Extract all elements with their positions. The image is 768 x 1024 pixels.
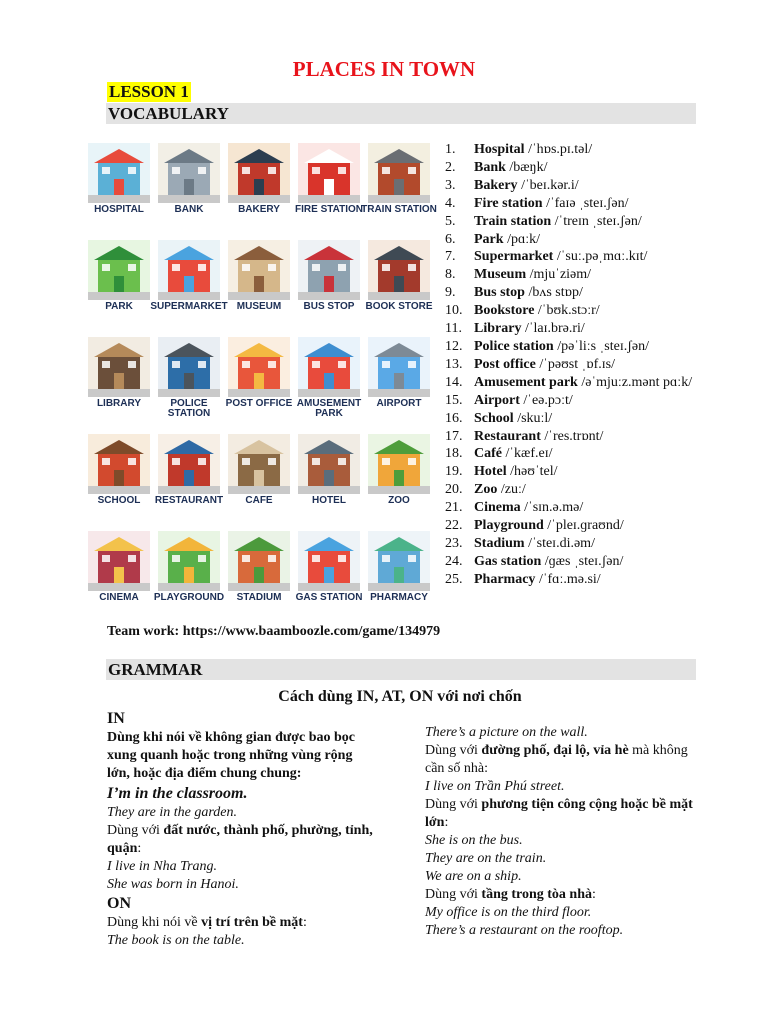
vocab-ipa: /ɡæs ˌsteɪ.ʃən/ (544, 553, 624, 569)
vocab-item (445, 320, 695, 338)
vocab-number: 11. (445, 321, 462, 337)
vocab-word: Post office (474, 356, 536, 372)
vocab-item (445, 428, 695, 446)
vocab-ipa: /ˈfɑː.mə.si/ (538, 571, 601, 587)
place-card-library (84, 337, 154, 429)
on-example: We are on a ship. (425, 869, 522, 884)
vocab-word: Bank (474, 159, 506, 175)
place-caption: PLAYGROUND (153, 592, 225, 603)
vocab-item (445, 177, 695, 195)
vocab-number: 22. (445, 518, 463, 534)
vocab-word: Park (474, 231, 504, 247)
vocab-number: 5. (445, 213, 456, 229)
place-caption: BAKERY (238, 204, 280, 215)
vocab-ipa: /ˈsteɪ.di.əm/ (528, 535, 595, 551)
vocab-item (445, 410, 695, 428)
park-illustration (88, 240, 150, 300)
place-card-museum (224, 240, 294, 332)
vocab-ipa: /zuː/ (500, 482, 526, 498)
place-card-stadium (224, 531, 294, 623)
vocab-ipa: /ˈtreɪn ˌsteɪ.ʃən/ (554, 213, 642, 229)
in-example: She was born in Hanoi. (107, 877, 239, 892)
place-card-gas-station (294, 531, 364, 623)
vocab-ipa: /mjuˈziəm/ (529, 267, 592, 283)
on-rule: Dùng khi nói về vị trí trên bề mặt: (107, 915, 307, 930)
in-heading: IN (107, 710, 125, 727)
in-rule-2: Dùng với đất nước, thành phố, phường, tỉnh, quận: (107, 823, 373, 856)
vocab-number: 24. (445, 553, 463, 569)
place-card-hotel (294, 434, 364, 526)
airport-illustration (368, 337, 430, 397)
place-caption: MUSEUM (236, 301, 282, 312)
vocab-number: 14. (445, 374, 463, 390)
vocab-item (445, 463, 695, 481)
vocab-item (445, 338, 695, 356)
place-caption: HOTEL (312, 495, 346, 506)
vocab-word: Hospital (474, 142, 525, 157)
place-caption: BUS STOP (303, 301, 355, 312)
in-example: They are in the garden. (107, 805, 237, 820)
vocab-number: 1. (445, 142, 456, 157)
vocab-number: 12. (445, 338, 463, 354)
vocab-item (445, 374, 695, 392)
zoo-illustration (368, 434, 430, 494)
grammar-right-column (425, 724, 705, 940)
vocab-word: Airport (474, 392, 520, 408)
vocab-word: Café (474, 446, 502, 462)
place-caption: PHARMACY (370, 592, 428, 603)
vocab-number: 15. (445, 392, 463, 408)
vocab-number: 3. (445, 177, 456, 193)
vocab-item (445, 159, 695, 177)
book-store-illustration (368, 240, 430, 300)
stadium-illustration (228, 531, 290, 591)
vocab-ipa: /ˈsɪn.ə.mə/ (524, 500, 584, 516)
place-caption: CAFE (245, 495, 273, 506)
vocab-ipa: /ˈsuː.pəˌmɑː.kɪt/ (556, 249, 648, 265)
vocab-ipa: /ˈpəʊst ˌɒf.ɪs/ (539, 356, 615, 372)
place-caption: AMUSEMENT PARK (296, 398, 362, 419)
supermarket-illustration (158, 240, 220, 300)
on-example: There’s a picture on the wall. (425, 725, 588, 740)
grammar-subtitle: Cách dùng IN, AT, ON với nơi chốn (278, 688, 522, 705)
vocab-number: 6. (445, 231, 456, 247)
vocab-item (445, 499, 695, 517)
vocab-number: 16. (445, 410, 463, 426)
vocab-item (445, 517, 695, 535)
vocab-ipa: /həʊˈtel/ (510, 464, 558, 480)
vocabulary-heading: VOCABULARY (106, 103, 696, 124)
vocabulary-list (445, 141, 695, 589)
place-card-cinema (84, 531, 154, 623)
vocab-word: Amusement park (474, 374, 578, 390)
bank-illustration (158, 143, 220, 203)
cinema-illustration (88, 531, 150, 591)
vocab-word: Museum (474, 267, 527, 283)
place-caption: GAS STATION (295, 592, 363, 603)
place-card-fire-station (294, 143, 364, 235)
vocab-number: 4. (445, 195, 456, 211)
vocab-ipa: /ˈeə.pɔːt/ (523, 392, 573, 408)
on-rule-street: Dùng với đường phố, đại lộ, vỉa hè mà không cần số nhà: (425, 743, 688, 776)
place-caption: TRAIN STATION (361, 204, 437, 215)
lesson-label: LESSON 1 (109, 82, 189, 101)
vocab-word: Playground (474, 518, 544, 534)
vocab-ipa: /ˈlaɪ.brə.ri/ (524, 321, 585, 337)
place-caption: LIBRARY (96, 398, 142, 409)
place-card-bank (154, 143, 224, 235)
vocab-item (445, 553, 695, 571)
vocab-ipa: /ˈres.trɒnt/ (544, 428, 604, 444)
vocab-number: 2. (445, 159, 456, 175)
vocab-ipa: /ˈkæf.eɪ/ (505, 446, 553, 462)
grammar-left-column (107, 709, 377, 950)
library-illustration (88, 337, 150, 397)
place-card-train-station (361, 143, 437, 235)
vocab-word: Supermarket (474, 249, 554, 265)
gas-station-illustration (298, 531, 360, 591)
school-illustration (88, 434, 150, 494)
hotel-illustration (298, 434, 360, 494)
place-caption: CINEMA (99, 592, 139, 603)
vocab-number: 21. (445, 500, 463, 516)
vocab-item (445, 266, 695, 284)
vocab-number: 9. (445, 285, 456, 301)
place-card-cafe (224, 434, 294, 526)
on-rule-floor: Dùng với tầng trong tòa nhà: (425, 887, 596, 902)
vocab-word: Police station (474, 338, 554, 354)
vocab-item (445, 141, 695, 159)
grammar-heading: GRAMMAR (106, 659, 696, 680)
vocab-ipa: /ˈbʊk.stɔːr/ (537, 303, 600, 319)
place-caption: PARK (105, 301, 133, 312)
place-caption: BANK (174, 204, 204, 215)
restaurant-illustration (158, 434, 220, 494)
place-card-restaurant (154, 434, 224, 526)
place-card-park (84, 240, 154, 332)
vocab-number: 8. (445, 267, 456, 283)
vocab-ipa: /ˈfaɪə ˌsteɪ.ʃən/ (546, 195, 629, 211)
train-station-illustration (368, 143, 430, 203)
bakery-illustration (228, 143, 290, 203)
place-card-police-station (154, 337, 224, 429)
vocab-item (445, 571, 695, 589)
place-card-zoo (364, 434, 434, 526)
vocab-number: 23. (445, 535, 463, 551)
vocab-item (445, 356, 695, 374)
vocab-item (445, 302, 695, 320)
place-card-bus-stop (294, 240, 364, 332)
vocab-number: 10. (445, 303, 463, 319)
place-card-book-store (364, 240, 434, 332)
vocab-item (445, 535, 695, 553)
vocab-word: Hotel (474, 464, 507, 480)
pharmacy-illustration (368, 531, 430, 591)
post-office-illustration (228, 337, 290, 397)
page-title: PLACES IN TOWN (292, 57, 476, 81)
vocab-ipa: /pəˈliːs ˌsteɪ.ʃən/ (557, 338, 649, 354)
museum-illustration (228, 240, 290, 300)
vocab-item (445, 195, 695, 213)
place-card-supermarket (150, 240, 228, 332)
place-caption: BOOK STORE (365, 301, 433, 312)
vocab-item (445, 445, 695, 463)
place-caption: RESTAURANT (154, 495, 224, 506)
place-card-school (84, 434, 154, 526)
vocab-word: Library (474, 321, 522, 337)
on-heading: ON (107, 895, 131, 912)
place-caption: SCHOOL (97, 495, 141, 506)
on-example: They are on the train. (425, 851, 547, 866)
place-caption: SUPERMARKET (150, 301, 228, 312)
vocab-item (445, 284, 695, 302)
vocab-item (445, 481, 695, 499)
cafe-illustration (228, 434, 290, 494)
vocab-item (445, 231, 695, 249)
vocab-ipa: /bæŋk/ (509, 159, 548, 175)
on-example: The book is on the table. (107, 933, 245, 948)
place-caption: ZOO (388, 495, 410, 506)
vocab-ipa: /skuːl/ (517, 410, 553, 426)
place-card-post-office (224, 337, 294, 429)
place-card-bakery (224, 143, 294, 235)
vocab-ipa: /bʌs stɒp/ (528, 285, 583, 301)
vocab-word: Pharmacy (474, 571, 536, 587)
vocab-item (445, 248, 695, 266)
police-station-illustration (158, 337, 220, 397)
vocab-word: Bus stop (474, 285, 525, 301)
vocab-word: Restaurant (474, 428, 541, 444)
place-caption: POLICE STATION (167, 398, 211, 419)
place-card-pharmacy (364, 531, 434, 623)
in-rule: Dùng khi nói về không gian được bao bọc xung quanh hoặc trong những vùng rộng lớn, hoặc địa điểm chung chung: (107, 730, 356, 781)
vocab-word: Cinema (474, 500, 521, 516)
on-example: I live on Trần Phú street. (425, 779, 565, 794)
place-card-hospital (84, 143, 154, 235)
vocab-number: 7. (445, 249, 456, 265)
vocab-word: School (474, 410, 514, 426)
vocab-ipa: /pɑːk/ (507, 231, 541, 247)
places-illustration-grid (84, 143, 437, 605)
vocab-ipa: /ˈhɒs.pɪ.təl/ (528, 142, 593, 157)
vocab-word: Fire station (474, 195, 543, 211)
vocab-number: 18. (445, 446, 463, 462)
vocab-word: Train station (474, 213, 552, 229)
vocab-number: 13. (445, 356, 463, 372)
vocab-word: Zoo (474, 482, 498, 498)
vocab-ipa: /əˈmjuːz.mənt pɑːk/ (581, 374, 693, 390)
vocab-number: 25. (445, 571, 463, 587)
hospital-illustration (88, 143, 150, 203)
place-caption: HOSPITAL (94, 204, 144, 215)
place-caption: POST OFFICE (225, 398, 293, 409)
in-example: I live in Nha Trang. (107, 859, 218, 874)
bus-stop-illustration (298, 240, 360, 300)
on-rule-transport: Dùng với phương tiện công cộng hoặc bề mặt lớn: (425, 797, 693, 830)
on-example: She is on the bus. (425, 833, 523, 848)
amusement-park-illustration (298, 337, 360, 397)
teamwork-link[interactable]: Team work: https://www.baamboozle.com/game/134979 (107, 624, 441, 639)
vocab-word: Stadium (474, 535, 525, 551)
vocab-ipa: /ˈpleɪ.ɡraʊnd/ (547, 518, 624, 534)
place-caption: FIRE STATION (295, 204, 363, 215)
playground-illustration (158, 531, 220, 591)
vocab-item (445, 213, 695, 231)
vocab-ipa: /ˈbeɪ.kər.i/ (521, 177, 579, 193)
on-example: There’s a restaurant on the rooftop. (425, 923, 624, 938)
vocab-word: Bakery (474, 177, 518, 193)
vocab-word: Gas station (474, 553, 542, 569)
vocab-number: 19. (445, 464, 463, 480)
in-example-main: I’m in the classroom. (107, 785, 248, 802)
fire-station-illustration (298, 143, 360, 203)
on-example: My office is on the third floor. (425, 905, 592, 920)
place-card-airport (364, 337, 434, 429)
place-caption: AIRPORT (376, 398, 422, 409)
vocab-word: Bookstore (474, 303, 535, 319)
vocab-number: 20. (445, 482, 463, 498)
place-card-amusement-park (294, 337, 364, 429)
vocab-item (445, 392, 695, 410)
vocab-number: 17. (445, 428, 463, 444)
place-caption: STADIUM (236, 592, 282, 603)
place-card-playground (154, 531, 224, 623)
